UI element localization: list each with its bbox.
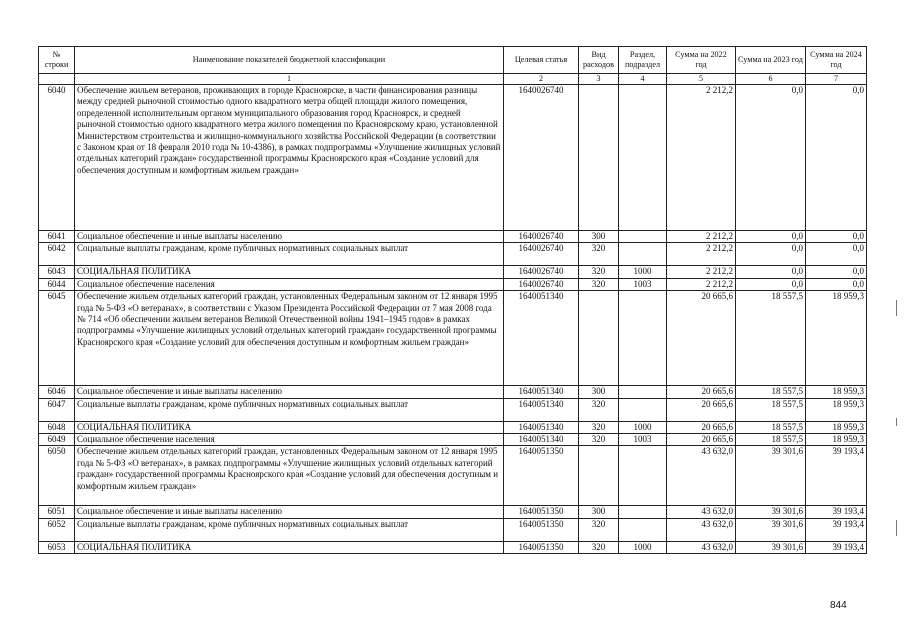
row-sum-2022: 2 212,2: [667, 278, 736, 290]
row-name: Социальное обеспечение и иные выплаты населению: [75, 231, 504, 243]
row-sum-2023: 0,0: [736, 231, 806, 243]
row-sum-2024: 18 959,3: [806, 434, 867, 446]
row-expense-type: [579, 85, 619, 231]
row-sum-2024: 0,0: [806, 85, 867, 231]
row-sum-2024: 0,0: [806, 231, 867, 243]
header-name: Наименование показателей бюджетной классификации: [75, 47, 504, 74]
row-sum-2022: 20 665,6: [667, 434, 736, 446]
row-name: Обеспечение жильем отдельных категорий граждан, установленных Федеральным законом от 12 января 1995 года № 5-ФЗ «О ветеранах», в рамках подпрограммы «Улучшение жилищных условий отдельных категорий граждан» государственной программы Красноярского края «Создание условий для обеспечения доступным и комфортным жильем граждан»: [75, 446, 504, 506]
row-section: [619, 506, 667, 518]
row-target-code: 1640026740: [504, 243, 579, 266]
table-row: [39, 266, 867, 278]
scan-edge-mark: [896, 300, 897, 316]
column-number: 7: [806, 74, 867, 85]
column-number: 3: [579, 74, 619, 85]
row-target-code: 1640051340: [504, 398, 579, 421]
row-section: 1000: [619, 266, 667, 278]
row-number: 6044: [39, 278, 75, 290]
row-sum-2024: 39 193,4: [806, 506, 867, 518]
row-sum-2023: 18 557,5: [736, 398, 806, 421]
row-expense-type: 300: [579, 231, 619, 243]
row-section: [619, 446, 667, 506]
row-section: 1000: [619, 541, 667, 553]
row-sum-2024: 0,0: [806, 278, 867, 290]
row-number: 6052: [39, 518, 75, 541]
row-sum-2023: 18 557,5: [736, 386, 806, 398]
row-name: Обеспечение жильем отдельных категорий граждан, установленных Федеральным законом от 12 января 1995 года № 5-ФЗ «О ветеранах», в соответствии с Указом Президента Российской Федерации от 7 мая 2008 года № 714 «Об обеспечении жильем ветеранов Великой Отечественной войны 1941–1945 годов» в рамках подпрограммы «Улучшение жилищных условий отдельных категорий граждан» государственной программы Красноярского края «Создание условий для обеспечения доступным и комфортным жильем граждан»: [75, 291, 504, 386]
row-expense-type: 320: [579, 421, 619, 433]
header-code: Целевая статья: [504, 47, 579, 74]
row-name: Социальные выплаты гражданам, кроме публичных нормативных социальных выплат: [75, 518, 504, 541]
row-sum-2024: 18 959,3: [806, 291, 867, 386]
column-number: 1: [75, 74, 504, 85]
row-name: Социальные выплаты гражданам, кроме публичных нормативных социальных выплат: [75, 398, 504, 421]
row-number: 6048: [39, 421, 75, 433]
table-row: [39, 291, 867, 386]
row-sum-2022: 20 665,6: [667, 398, 736, 421]
column-number: 2: [504, 74, 579, 85]
column-number: 5: [667, 74, 736, 85]
row-section: [619, 386, 667, 398]
row-sum-2024: 18 959,3: [806, 421, 867, 433]
row-expense-type: 320: [579, 541, 619, 553]
row-expense-type: 320: [579, 398, 619, 421]
row-sum-2022: 2 212,2: [667, 243, 736, 266]
row-sum-2024: 18 959,3: [806, 398, 867, 421]
row-expense-type: [579, 446, 619, 506]
row-sum-2024: 18 959,3: [806, 386, 867, 398]
row-expense-type: [579, 291, 619, 386]
row-sum-2023: 39 301,6: [736, 518, 806, 541]
row-expense-type: 320: [579, 243, 619, 266]
row-sum-2023: 18 557,5: [736, 434, 806, 446]
row-section: [619, 231, 667, 243]
row-number: 6043: [39, 266, 75, 278]
row-number: 6049: [39, 434, 75, 446]
row-section: [619, 243, 667, 266]
row-number: 6041: [39, 231, 75, 243]
table-header-row: [39, 47, 867, 74]
header-vid: Вид расходов: [579, 47, 619, 74]
table-row: [39, 506, 867, 518]
row-section: [619, 85, 667, 231]
row-number: 6040: [39, 85, 75, 231]
row-expense-type: 320: [579, 434, 619, 446]
table-row: [39, 541, 867, 553]
row-sum-2023: 0,0: [736, 85, 806, 231]
column-number-row: [39, 74, 867, 85]
row-expense-type: 300: [579, 506, 619, 518]
scan-edge-mark: [896, 418, 897, 426]
row-sum-2022: 20 665,6: [667, 291, 736, 386]
row-sum-2022: 2 212,2: [667, 231, 736, 243]
row-target-code: 1640051350: [504, 506, 579, 518]
row-name: Социальное обеспечение населения: [75, 434, 504, 446]
row-sum-2023: 18 557,5: [736, 421, 806, 433]
row-sum-2024: 0,0: [806, 243, 867, 266]
row-sum-2022: 20 665,6: [667, 421, 736, 433]
row-name: СОЦИАЛЬНАЯ ПОЛИТИКА: [75, 266, 504, 278]
row-target-code: 1640026740: [504, 266, 579, 278]
row-section: 1003: [619, 434, 667, 446]
row-sum-2024: 39 193,4: [806, 518, 867, 541]
row-sum-2023: 39 301,6: [736, 446, 806, 506]
header-razdel: Раздел, подраздел: [619, 47, 667, 74]
row-sum-2023: 18 557,5: [736, 291, 806, 386]
row-sum-2023: 0,0: [736, 278, 806, 290]
table-row: [39, 398, 867, 421]
row-expense-type: 320: [579, 266, 619, 278]
row-section: [619, 518, 667, 541]
row-expense-type: 300: [579, 386, 619, 398]
row-sum-2024: 39 193,4: [806, 446, 867, 506]
column-number: 4: [619, 74, 667, 85]
table-row: [39, 434, 867, 446]
row-section: [619, 398, 667, 421]
row-sum-2024: 0,0: [806, 266, 867, 278]
row-sum-2022: 2 212,2: [667, 266, 736, 278]
scan-edge-mark: [896, 520, 897, 536]
row-number: 6042: [39, 243, 75, 266]
header-row-no: № строки: [39, 47, 75, 74]
row-section: [619, 291, 667, 386]
row-expense-type: 320: [579, 278, 619, 290]
table-row: [39, 243, 867, 266]
header-sum-2024: Сумма на 2024 год: [806, 47, 867, 74]
row-name: Социальные выплаты гражданам, кроме публичных нормативных социальных выплат: [75, 243, 504, 266]
header-sum-2023: Сумма на 2023 год: [736, 47, 806, 74]
row-target-code: 1640051340: [504, 421, 579, 433]
row-number: 6051: [39, 506, 75, 518]
row-sum-2022: 43 632,0: [667, 518, 736, 541]
row-section: 1000: [619, 421, 667, 433]
table-row: [39, 85, 867, 231]
budget-table: [38, 46, 867, 554]
row-number: 6053: [39, 541, 75, 553]
row-name: Социальное обеспечение населения: [75, 278, 504, 290]
row-number: 6047: [39, 398, 75, 421]
row-section: 1003: [619, 278, 667, 290]
column-number-blank: [39, 74, 75, 85]
row-sum-2022: 20 665,6: [667, 386, 736, 398]
row-sum-2023: 39 301,6: [736, 541, 806, 553]
row-name: СОЦИАЛЬНАЯ ПОЛИТИКА: [75, 421, 504, 433]
row-target-code: 1640051350: [504, 541, 579, 553]
row-target-code: 1640051340: [504, 291, 579, 386]
row-name: Социальное обеспечение и иные выплаты населению: [75, 506, 504, 518]
row-sum-2023: 39 301,6: [736, 506, 806, 518]
row-number: 6046: [39, 386, 75, 398]
row-target-code: 1640051350: [504, 446, 579, 506]
table-row: [39, 278, 867, 290]
row-sum-2024: 39 193,4: [806, 541, 867, 553]
row-name: Обеспечение жильем ветеранов, проживающих в городе Красноярске, в части финансирования разницы между средней рыночной стоимостью одного квадратного метра общей площади жилого помещения, определенной исполнительным органом муниципального образования город Красноярск, и средней рыночной стоимостью одного квадратного метра жилого помещения по Красноярскому краю, установленной Министерством строительства и жилищно-коммунального хозяйства Российской Федерации (в соответствии с Законом края от 18 февраля 2010 года № 10-4386), в рамках подпрограммы «Улучшение жилищных условий отдельных категорий граждан» государственной программы Красноярского края «Создание условий для обеспечения доступным и комфортным жильем граждан»: [75, 85, 504, 231]
row-target-code: 1640051350: [504, 518, 579, 541]
row-target-code: 1640026740: [504, 85, 579, 231]
row-sum-2023: 0,0: [736, 266, 806, 278]
row-target-code: 1640026740: [504, 278, 579, 290]
row-target-code: 1640026740: [504, 231, 579, 243]
header-sum-2022: Сумма на 2022 год: [667, 47, 736, 74]
row-sum-2023: 0,0: [736, 243, 806, 266]
row-sum-2022: 43 632,0: [667, 446, 736, 506]
row-number: 6050: [39, 446, 75, 506]
row-target-code: 1640051340: [504, 386, 579, 398]
table-row: [39, 386, 867, 398]
row-number: 6045: [39, 291, 75, 386]
page-number: 844: [830, 600, 847, 611]
table-row: [39, 446, 867, 506]
row-target-code: 1640051340: [504, 434, 579, 446]
table-row: [39, 518, 867, 541]
row-name: Социальное обеспечение и иные выплаты населению: [75, 386, 504, 398]
row-sum-2022: 43 632,0: [667, 506, 736, 518]
row-name: СОЦИАЛЬНАЯ ПОЛИТИКА: [75, 541, 504, 553]
row-expense-type: 320: [579, 518, 619, 541]
table-row: [39, 231, 867, 243]
table-row: [39, 421, 867, 433]
column-number: 6: [736, 74, 806, 85]
row-sum-2022: 43 632,0: [667, 541, 736, 553]
row-sum-2022: 2 212,2: [667, 85, 736, 231]
